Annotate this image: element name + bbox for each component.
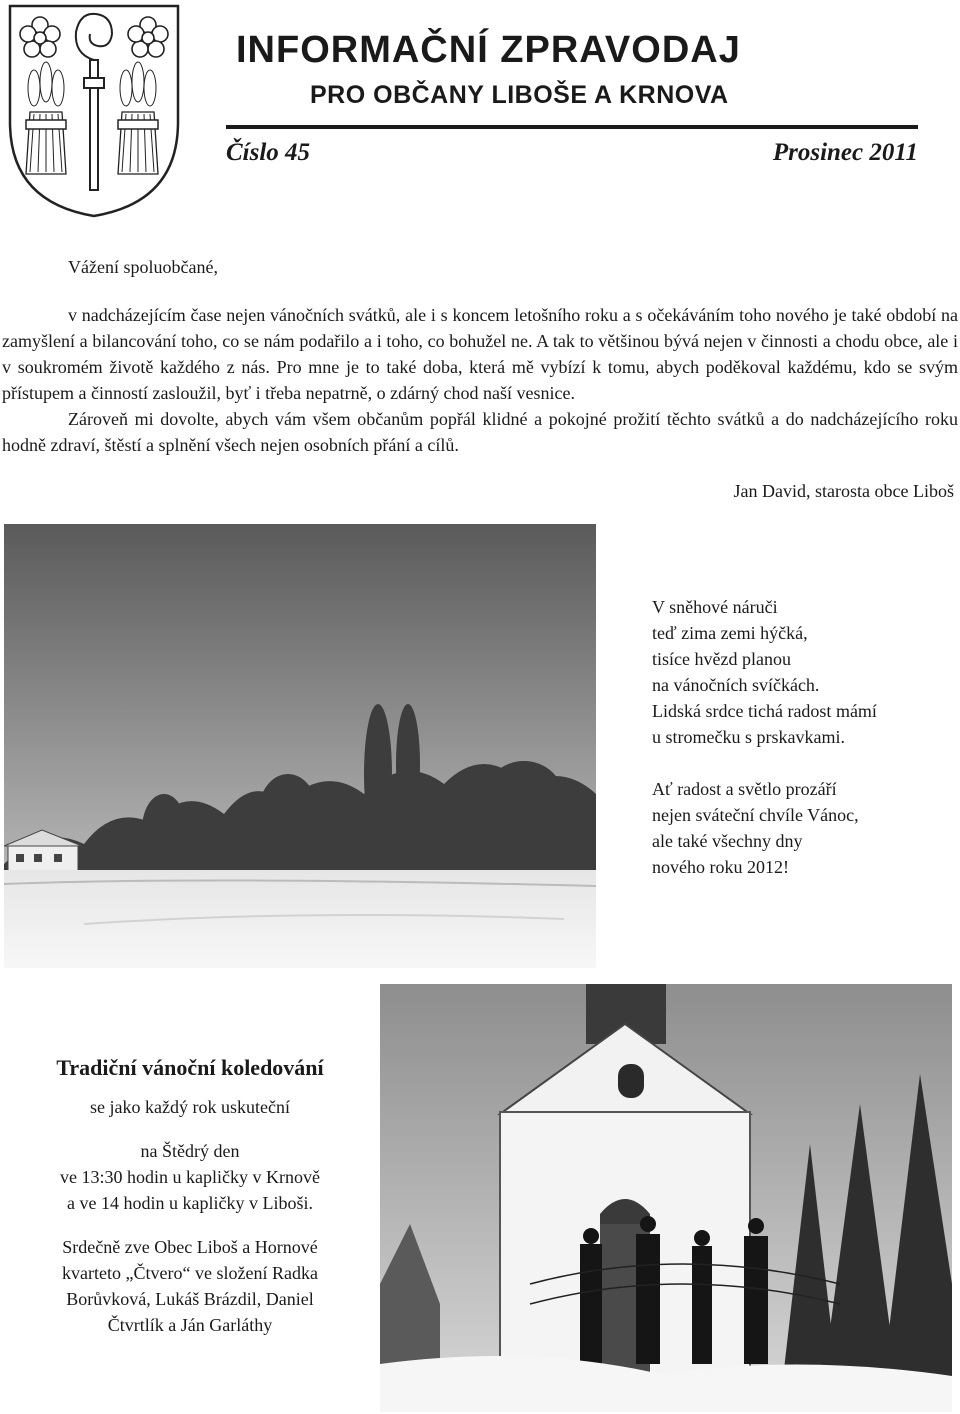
poem-line: ale také všechny dny — [652, 831, 803, 851]
carol-gap — [14, 1216, 366, 1234]
letter-body — [2, 302, 958, 458]
carol-when-line: ve 13:30 hodin u kapličky v Krnově — [60, 1167, 320, 1187]
christmas-poem — [652, 594, 952, 880]
carol-when-line: na Štědrý den — [140, 1141, 240, 1161]
stanza-gap — [652, 750, 952, 776]
letter-paragraph: Zároveň mi dovolte, abych vám všem občanům popřál klidné a pokojné prožití těchto svátků a do nadcházejícího roku hodně zdraví, štěstí a splnění všech nejen osobních přání a cílů. — [2, 409, 958, 455]
carol-invite-line: Čtvrtlík a Ján Garláthy — [107, 1315, 273, 1335]
letter-signature: Jan David, starosta obce Liboš — [733, 481, 954, 501]
carol-invite-line: kvarteto „Čtvero“ ve složení Radka — [62, 1263, 318, 1283]
page-title: INFORMAČNÍ ZPRAVODAJ — [236, 29, 741, 71]
carol-announcement — [14, 1054, 366, 1338]
carol-invite-line: Borůvková, Lukáš Brázdil, Daniel — [66, 1289, 314, 1309]
carol-intro: se jako každý rok uskuteční — [90, 1097, 290, 1117]
poem-line: teď zima zemi hýčká, — [652, 623, 808, 643]
poem-line: u stromečku s prskavkami. — [652, 727, 845, 747]
header-divider — [226, 125, 918, 129]
winter-landscape-photo — [4, 524, 596, 968]
carol-heading: Tradiční vánoční koledování — [56, 1055, 324, 1080]
poem-line: nového roku 2012! — [652, 857, 789, 877]
carol-gap — [14, 1120, 366, 1138]
chapel-musicians-photo — [380, 984, 952, 1412]
poem-line: nejen sváteční chvíle Vánoc, — [652, 805, 859, 825]
poem-line: V sněhové náruči — [652, 597, 778, 617]
coat-of-arms-icon — [4, 2, 184, 220]
letter-paragraph: v nadcházejícím čase nejen vánočních svátků, ale i s koncem letošního roku a s očekáváním toho nového je také období na zamyšlení a bilancování toho, co se nám podařilo a i toho, co bohužel ne. A tak to většinou bývá nejen v činnosti a chodu obce, ale i v soukromém životě každého z nás. Pro mne je to také doba, která mě vybízí k tomu, abych poděkoval každému, kdo se svým přístupem a činností zasloužil, byť i třeba nepatrně, o zdárný chod naší vesnice. — [2, 305, 958, 403]
poem-line: Lidská srdce tichá radost mámí — [652, 701, 877, 721]
carol-when-line: a ve 14 hodin u kapličky v Liboši. — [67, 1193, 313, 1213]
issue-date: Prosinec 2011 — [772, 139, 918, 166]
page-subtitle: PRO OBČANY LIBOŠE A KRNOVA — [310, 81, 729, 109]
carol-invite-line: Srdečně zve Obec Liboš a Hornové — [62, 1237, 318, 1257]
poem-line: tisíce hvězd planou — [652, 649, 791, 669]
letter-greeting: Vážení spoluobčané, — [68, 257, 218, 277]
issue-number: Číslo 45 — [226, 139, 311, 166]
poem-line: Ať radost a světlo prozáří — [652, 779, 837, 799]
poem-line: na vánočních svíčkách. — [652, 675, 820, 695]
